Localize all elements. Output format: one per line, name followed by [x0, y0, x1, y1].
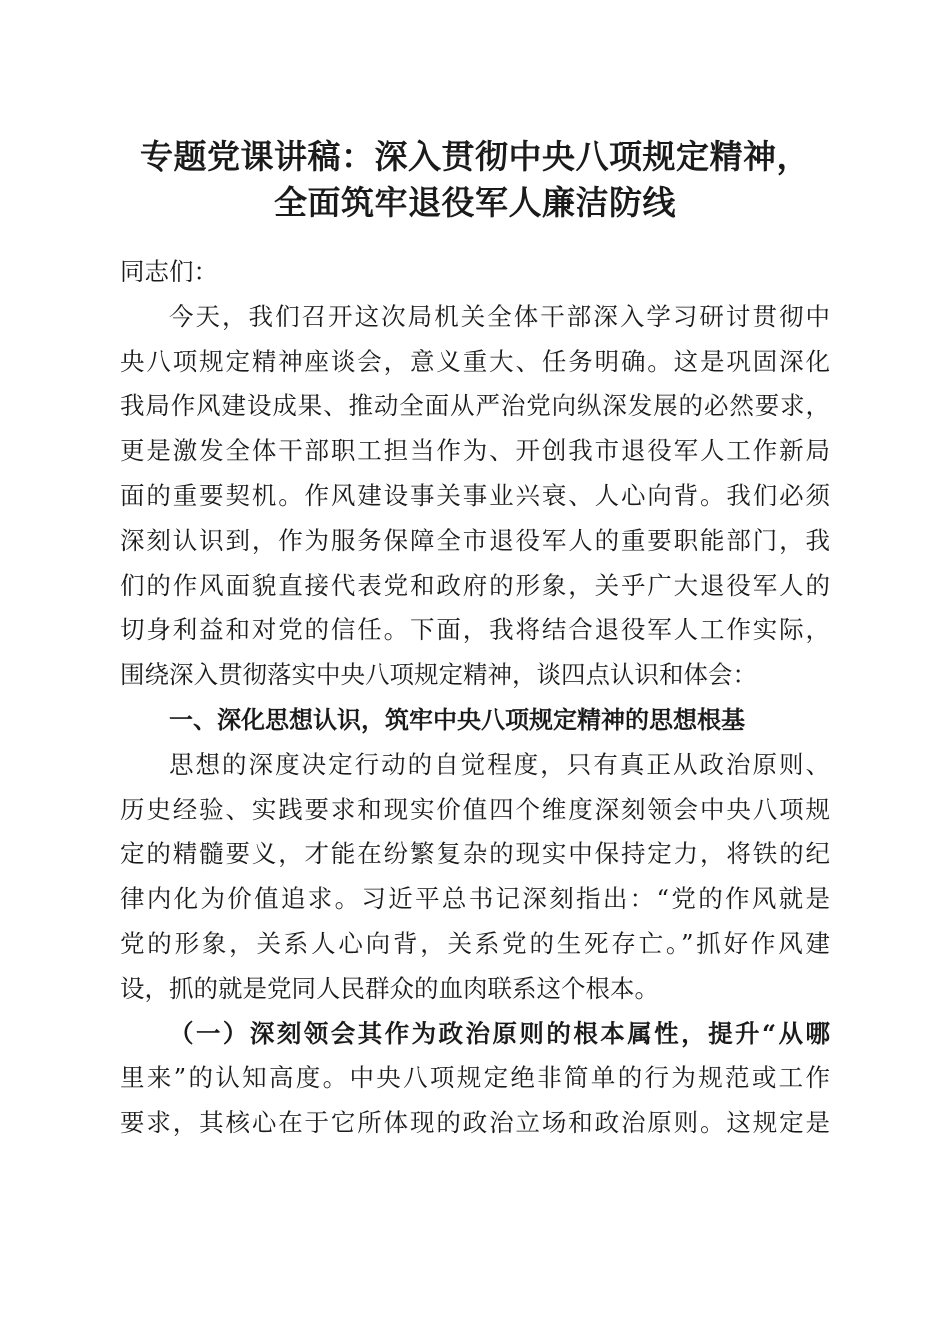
section-1-line: 党的形象，关系人心向背，关系党的生死存亡。”抓好作风建: [120, 928, 830, 958]
subsection-heading-1: （一）深刻领会其作为政治原则的根本属性，提升“从哪: [169, 1018, 830, 1048]
intro-line: 们的作风面貌直接代表党和政府的形象，关乎广大退役军人的: [120, 570, 830, 600]
subsection-1-line: 要求，其核心在于它所体现的政治立场和政治原则。这规定是: [120, 1108, 830, 1138]
intro-line: 面的重要契机。作风建设事关事业兴衰、人心向背。我们必须: [120, 480, 830, 510]
intro-line: 今天，我们召开这次局机关全体干部深入学习研讨贯彻中: [169, 301, 830, 331]
intro-paragraph: [120, 295, 830, 698]
section-1-line: 设，抓的就是党同人民群众的血肉联系这个根本。: [120, 973, 659, 1003]
section-1-line: 思想的深度决定行动的自觉程度，只有真正从政治原则、: [169, 749, 830, 779]
greeting: 同志们：: [120, 257, 218, 286]
title-line-2: 全面筑牢退役军人廉洁防线: [274, 183, 676, 222]
intro-line: 围绕深入贯彻落实中央八项规定精神，谈四点认识和体会：: [120, 660, 757, 690]
intro-line: 更是激发全体干部职工担当作为、开创我市退役军人工作新局: [120, 436, 830, 466]
section-1-line: 律内化为价值追求。习近平总书记深刻指出：“党的作风就是: [120, 884, 830, 914]
section-1-paragraph: [120, 743, 830, 1012]
document-title: [90, 134, 860, 226]
document-body: [120, 250, 830, 1146]
title-line-1: 专题党课讲稿：深入贯彻中央八项规定精神，: [140, 137, 810, 176]
section-1-line: 定的精髓要义，才能在纷繁复杂的现实中保持定力，将铁的纪: [120, 839, 830, 869]
section-1-line: 历史经验、实践要求和现实价值四个维度深刻领会中央八项规: [120, 794, 830, 824]
intro-line: 我局作风建设成果、推动全面从严治党向纵深发展的必然要求，: [120, 391, 830, 421]
subsection-1-paragraph: [120, 1012, 830, 1146]
section-heading-1: 一、深化思想认识，筑牢中央八项规定精神的思想根基: [169, 705, 745, 734]
intro-line: 深刻认识到，作为服务保障全市退役军人的重要职能部门，我: [120, 525, 830, 555]
subsection-1-line: 里来”的认知高度。中央八项规定绝非简单的行为规范或工作: [120, 1063, 830, 1093]
intro-line: 切身利益和对党的信任。下面，我将结合退役军人工作实际，: [120, 615, 830, 645]
intro-line: 央八项规定精神座谈会，意义重大、任务明确。这是巩固深化: [120, 346, 830, 376]
